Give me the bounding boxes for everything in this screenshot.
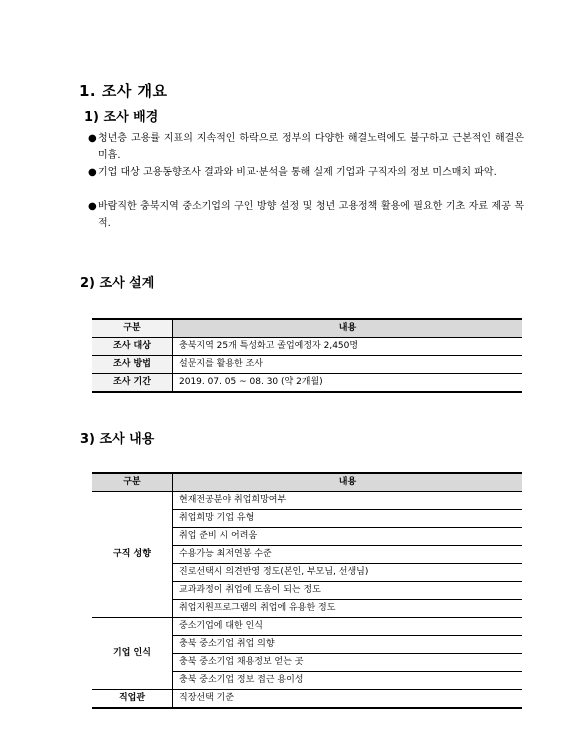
- item-cell: 취업 준비 시 어려움: [173, 528, 523, 546]
- bullet-text: 바람직한 충북지역 중소기업의 구인 방향 설정 및 청년 고용정책 활용에 필요한 기초 자료 제공 목적.: [98, 201, 524, 229]
- table-header-row: [92, 473, 522, 492]
- bullet-dot-icon: ●: [88, 201, 97, 212]
- column-header: 내용: [173, 319, 523, 338]
- item-cell: 충북 중소기업 채용정보 얻는 곳: [173, 654, 523, 672]
- item-cell: 진로선택시 의견반영 정도(본인, 부모님, 선생님): [173, 564, 523, 582]
- bullet-item: [88, 198, 524, 232]
- table-row: [92, 356, 522, 374]
- background-heading: 1) 조사 배경: [84, 110, 159, 125]
- column-header: 구분: [92, 319, 173, 338]
- content-table: [92, 472, 522, 709]
- item-cell: 직장선택 기준: [173, 690, 523, 709]
- item-cell: 충북 중소기업 취업 의향: [173, 636, 523, 654]
- table-row: [92, 492, 522, 510]
- table-row: [92, 618, 522, 636]
- item-cell: 현재전공분야 취업희망여부: [173, 492, 523, 510]
- bullet-text: 청년층 고용률 지표의 지속적인 하락으로 정부의 다양한 해결노력에도 불구하고 근본적인 해결은 미흡.: [98, 133, 524, 161]
- row-value: 2019. 07. 05 ~ 08. 30 (약 2개월): [173, 374, 523, 393]
- bullet-dot-icon: ●: [88, 133, 97, 144]
- row-value: 설문지를 활용한 조사: [173, 356, 523, 374]
- design-table: [92, 318, 522, 393]
- section-title: 1. 조사 개요: [79, 82, 168, 100]
- item-cell: 수용가능 최저연봉 수준: [173, 546, 523, 564]
- bullet-item: [88, 130, 524, 164]
- design-heading: 2) 조사 설계: [80, 276, 155, 291]
- table-row: [92, 690, 522, 709]
- bullet-dot-icon: ●: [88, 167, 97, 178]
- column-header: 구분: [92, 473, 173, 492]
- column-header: 내용: [173, 473, 523, 492]
- bullet-item: [88, 164, 524, 181]
- row-value: 충북지역 25개 특성화고 졸업예정자 2,450명: [173, 338, 523, 356]
- bullet-text: 기업 대상 고용동향조사 결과와 비교·분석을 통해 실제 기업과 구직자의 정보 미스매치 파악.: [98, 167, 497, 178]
- item-cell: 취업지원프로그램의 취업에 유용한 정도: [173, 600, 523, 618]
- item-cell: 취업희망 기업 유형: [173, 510, 523, 528]
- row-label: 조사 대상: [92, 338, 173, 356]
- group-label: 기업 인식: [92, 618, 173, 690]
- row-label: 조사 방법: [92, 356, 173, 374]
- group-label: 직업관: [92, 690, 173, 709]
- content-heading: 3) 조사 내용: [80, 432, 155, 447]
- table-row: [92, 338, 522, 356]
- table-row: [92, 374, 522, 393]
- item-cell: 중소기업에 대한 인식: [173, 618, 523, 636]
- row-label: 조사 기간: [92, 374, 173, 393]
- item-cell: 교과과정이 취업에 도움이 되는 정도: [173, 582, 523, 600]
- table-header-row: [92, 319, 522, 338]
- group-label: 구직 성향: [92, 492, 173, 618]
- item-cell: 충북 중소기업 정보 접근 용이성: [173, 672, 523, 690]
